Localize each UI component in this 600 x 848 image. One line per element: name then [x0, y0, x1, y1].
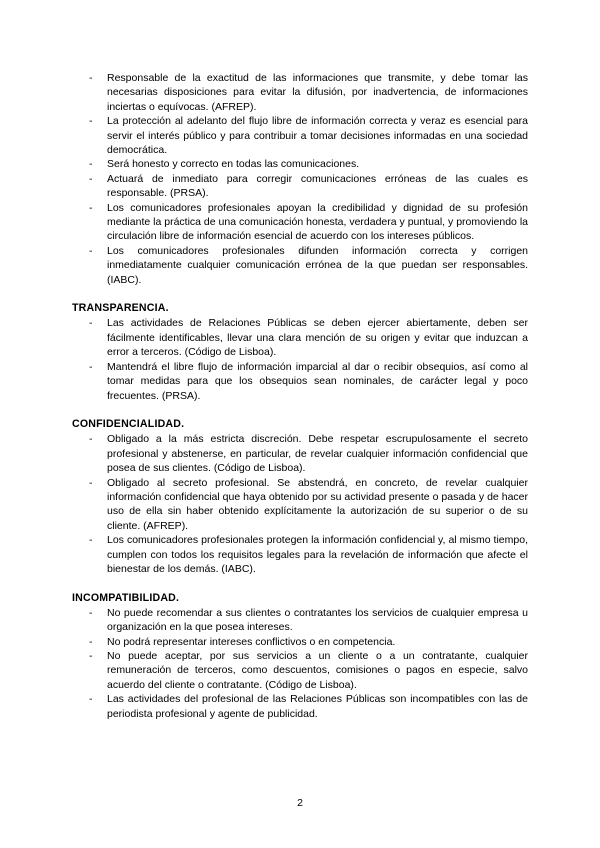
list-item-text: Obligado al secreto profesional. Se abstendrá, en concreto, de revelar cualquier información confidencial que haya obtenido por su actividad presente o pasada y de hacer uso de ella sin haber obtenido explícitamente la autorización de su superior o de su cliente. (AFREP). — [107, 476, 528, 532]
section-heading: TRANSPARENCIA. — [72, 302, 169, 315]
bullet-dash: - — [89, 115, 93, 128]
list-item-text: Los comunicadores profesionales protegen la información confidencial y, al mismo tiempo, cumplen con todos los requisitos legales para la revelación de información que afecte el bienestar de los demás. (IABC). — [107, 534, 528, 575]
list-item — [72, 649, 528, 692]
list-item-text: Mantendrá el libre flujo de información imparcial al dar o recibir obsequios, así como al tomar medidas para que los obsequios sean nominales, de carácter legal y poco frecuentes. (PRSA). — [107, 360, 528, 402]
bullet-dash: - — [89, 606, 93, 619]
list-item — [72, 432, 528, 475]
section-gap — [72, 403, 528, 417]
list-item — [72, 360, 528, 403]
bullet-dash: - — [89, 433, 93, 446]
list-item — [72, 476, 528, 534]
list-item — [72, 71, 528, 114]
list-item-text: Las actividades del profesional de las Relaciones Públicas son incompatibles con las de periodista profesional y agente de publicidad. — [107, 693, 528, 720]
list-item — [72, 157, 528, 171]
list-item-text: Los comunicadores profesionales difunden información correcta y corrigen inmediatamente cualquier comunicación errónea de la que puedan ser responsables. (IABC). — [107, 244, 528, 286]
transparencia-list — [72, 316, 528, 402]
bullet-dash: - — [89, 201, 93, 214]
bullet-dash: - — [89, 244, 93, 257]
bullet-dash: - — [89, 317, 93, 330]
list-item-text: Será honesto y correcto en todas las comunicaciones. — [107, 158, 360, 171]
bullet-dash: - — [89, 693, 93, 706]
list-item-text: Obligado a la más estricta discreción. Debe respetar escrupulosamente el secreto profesional y abstenerse, en particular, de revelar cualquier información confidencial que posea de sus clientes. (Código de Lisboa). — [107, 433, 528, 475]
list-item-text: No podrá representar intereses conflictivos o en competencia. — [107, 635, 396, 648]
list-item-text: Responsable de la exactitud de las informaciones que transmite, y debe tomar las necesarias disposiciones para evitar la difusión, por inadvertencia, de informaciones inciertas o equívocas. (AFREP). — [107, 72, 528, 113]
section-gap — [72, 576, 528, 590]
bullet-dash: - — [89, 534, 93, 547]
bullet-dash: - — [89, 649, 93, 662]
bullet-dash: - — [89, 72, 93, 84]
list-item-text: Los comunicadores profesionales apoyan la credibilidad y dignidad de su profesión mediante la práctica de una comunicación honesta, verdadera y puntual, y promoviendo la circulación libre de información esencial de acuerdo con los intereses públicos. — [107, 201, 528, 243]
list-item — [72, 692, 528, 721]
page-content — [72, 71, 528, 721]
list-item-text: No puede aceptar, por sus servicios a un cliente o a un contratante, cualquier remuneración de terceros, como descuentos, comisiones o pagos en especie, salvo acuerdo del cliente o contratante. (Código de Lisboa). — [107, 649, 528, 691]
confidencialidad-list — [72, 432, 528, 576]
transparencia-section — [72, 301, 528, 402]
veracidad-section — [72, 71, 528, 287]
bullet-dash: - — [89, 476, 93, 489]
list-item-text: La protección al adelanto del flujo libre de información correcta y veraz es esencial para servir el interés público y para contribuir a tomar decisiones informadas en una sociedad democrática. — [107, 115, 528, 157]
incompatibilidad-list — [72, 606, 528, 721]
incompatibilidad-section — [72, 591, 528, 721]
list-item — [72, 114, 528, 157]
confidencialidad-section — [72, 417, 528, 576]
bullet-dash: - — [89, 360, 93, 373]
bullet-dash: - — [89, 158, 93, 171]
bullet-dash: - — [89, 635, 93, 648]
list-item — [72, 201, 528, 244]
list-item — [72, 244, 528, 287]
section-heading: INCOMPATIBILIDAD. — [72, 591, 180, 604]
bullet-dash: - — [89, 172, 93, 185]
list-item — [72, 172, 528, 201]
list-item — [72, 635, 528, 649]
list-item-text: No puede recomendar a sus clientes o contratantes los servicios de cualquier empresa u organización en la que posea intereses. — [107, 606, 528, 634]
list-item — [72, 533, 528, 576]
page-number: 2 — [297, 797, 303, 809]
list-item-text: Actuará de inmediato para corregir comunicaciones erróneas de las cuales es responsable. (PRSA). — [107, 172, 528, 200]
list-item-text: Las actividades de Relaciones Públicas se deben ejercer abiertamente, deben ser fácilmente identificables, llevar una clara mención de su origen y evitar que induzcan a error a terceros. (Código de Lisboa). — [107, 317, 528, 359]
section-gap — [72, 287, 528, 301]
list-item — [72, 316, 528, 359]
section-heading: CONFIDENCIALIDAD. — [72, 418, 185, 431]
intro-list — [72, 71, 528, 287]
list-item — [72, 606, 528, 635]
